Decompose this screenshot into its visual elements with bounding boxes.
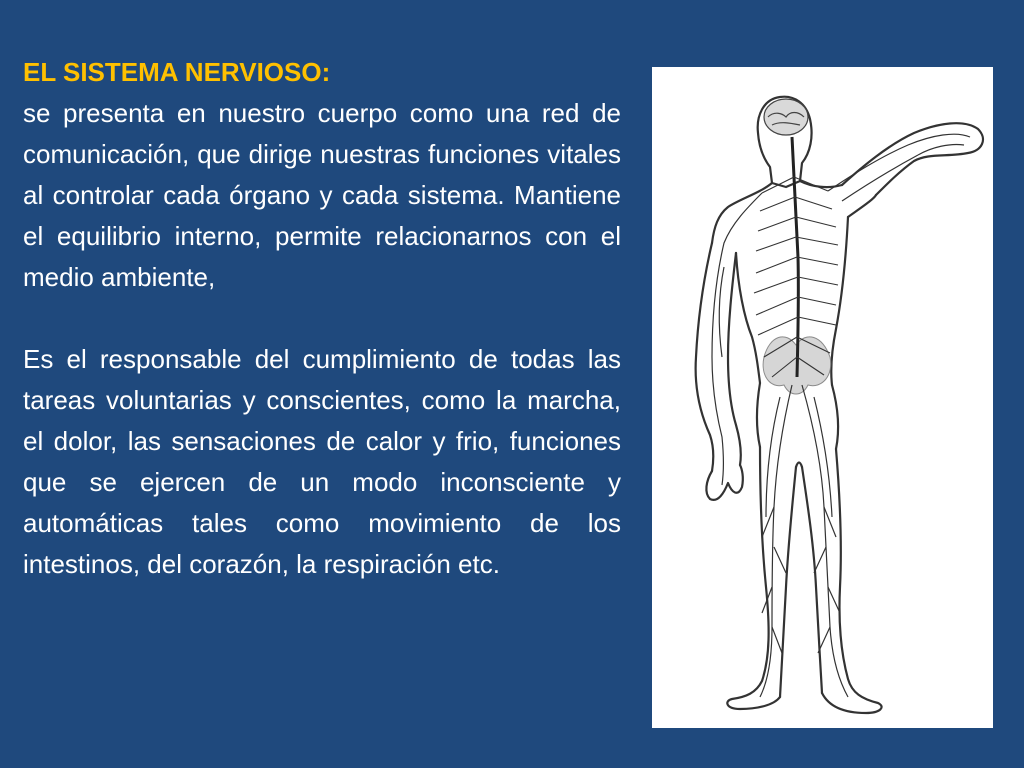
slide-text	[23, 52, 621, 585]
nervous-system-figure	[652, 67, 993, 728]
brain-shape	[764, 99, 808, 135]
arm-nerves	[712, 134, 970, 485]
slide-title: EL SISTEMA NERVIOSO:	[23, 57, 331, 87]
paragraph-functions: Es el responsable del cumplimiento de todas las tareas voluntarias y conscientes, como la marcha, el dolor, las sensaciones de calor y frio, funciones que se ejercen de un modo inconsciente y automáticas tales como movimiento de los intestinos, del corazón, la respiración etc.	[23, 344, 621, 579]
paragraph-intro: se presenta en nuestro cuerpo como una red de comunicación, que dirige nuestras funciones vitales al controlar cada órgano y cada sistema. Mantiene el equilibrio interno, permite relacionarnos con el medio ambiente,	[23, 98, 621, 292]
leg-nerves	[760, 385, 848, 697]
paragraph-spacer	[23, 298, 621, 339]
nervous-system-illustration-icon	[652, 67, 993, 728]
body-outline	[696, 97, 983, 713]
